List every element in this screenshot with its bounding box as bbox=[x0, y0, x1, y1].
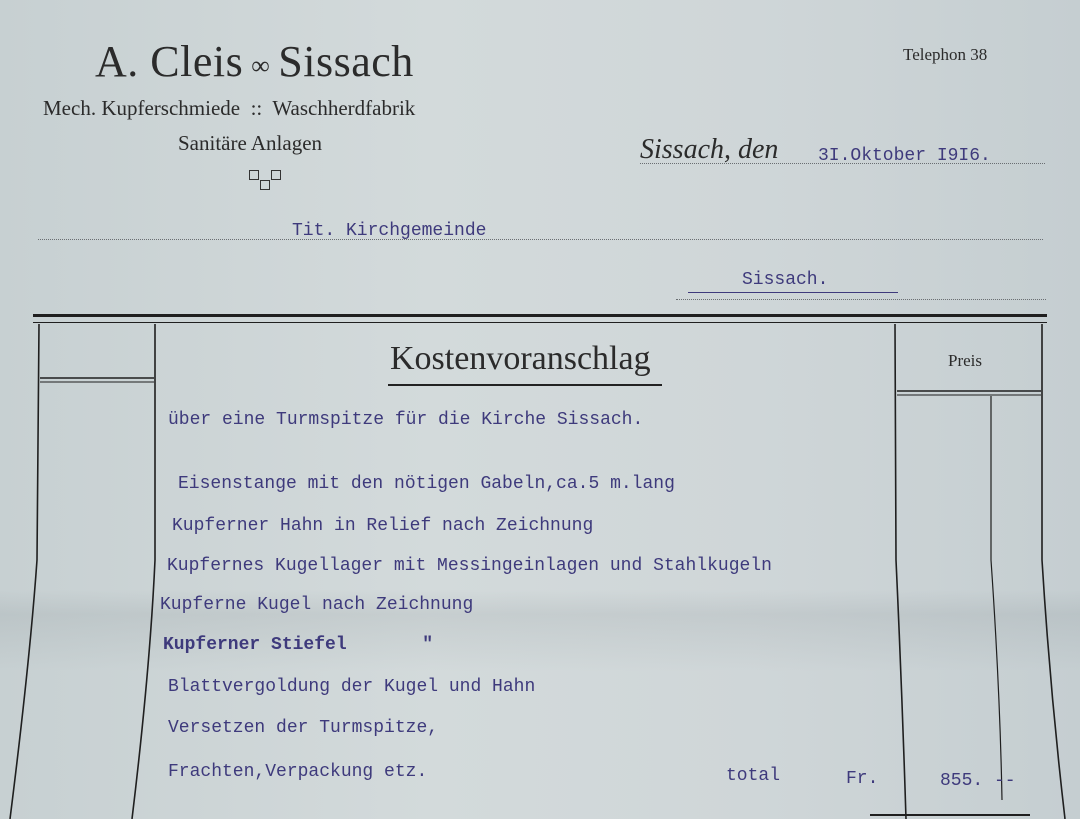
estimate-intro: über eine Turmspitze für die Kirche Sissach. bbox=[168, 410, 644, 430]
table-right-border bbox=[1042, 324, 1065, 819]
firm-name-right: Sissach bbox=[278, 37, 414, 86]
document-title: Kostenvoranschlag bbox=[390, 340, 651, 377]
firm-name-left: A. Cleis bbox=[95, 37, 244, 86]
table-column-divider-2 bbox=[895, 324, 906, 819]
table-column-divider-1 bbox=[132, 324, 155, 819]
total-amount: 855. -- bbox=[940, 771, 1016, 791]
price-column-header: Preis bbox=[948, 351, 982, 370]
firm-trade: Mech. Kupferschmiede :: Waschherdfabrik bbox=[43, 96, 416, 120]
line-item: Kupferner Stiefel " bbox=[163, 635, 434, 655]
line-item: Kupfernes Kugellager mit Messingeinlagen und Stahlkugeln bbox=[167, 556, 772, 576]
line-item: Blattvergoldung der Kugel und Hahn bbox=[168, 677, 536, 697]
line-item: Kupferner Hahn in Relief nach Zeichnung bbox=[172, 516, 594, 536]
line-item: Kupferne Kugel nach Zeichnung bbox=[160, 595, 474, 615]
line-item: Versetzen der Turmspitze, bbox=[168, 718, 439, 738]
line-item: Eisenstange mit den nötigen Gabeln,ca.5 m.lang bbox=[178, 474, 675, 494]
line-item: Frachten,Verpackung etz. bbox=[168, 762, 428, 782]
letter-date: 3I.Oktober I9I6. bbox=[818, 146, 991, 166]
total-label: total bbox=[726, 766, 781, 786]
chain-link-icon: ∞ bbox=[251, 50, 271, 80]
recipient-city: Sissach. bbox=[742, 270, 829, 290]
place-and-date-prefix: Sissach, den bbox=[640, 134, 779, 165]
firm-subline: Sanitäre Anlagen bbox=[178, 131, 323, 155]
price-cents-divider bbox=[991, 396, 1002, 800]
table-left-border bbox=[10, 324, 39, 819]
title-underline bbox=[388, 384, 662, 386]
recipient-name: Tit. Kirchgemeinde bbox=[292, 221, 487, 241]
currency-label: Fr. bbox=[846, 769, 879, 789]
telephone-number: Telephon 38 bbox=[903, 45, 988, 64]
